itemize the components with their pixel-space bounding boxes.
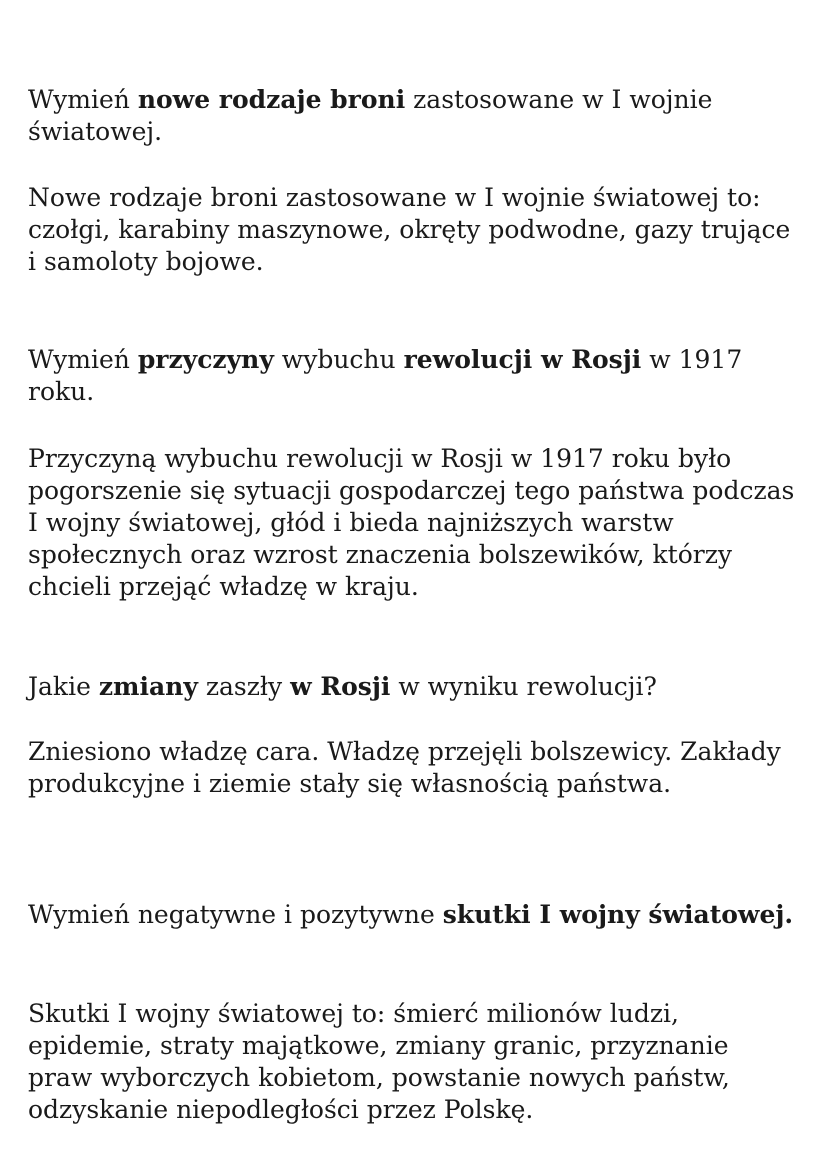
answer-1: Nowe rodzaje broni zastosowane w I wojnie światowej to: czołgi, karabiny maszynowe, okręty podwodne, gazy trujące i samoloty bojowe. — [28, 183, 791, 276]
question-3-text-1: Jakie — [28, 672, 99, 701]
question-4 — [28, 899, 800, 931]
question-2-text-2: wybuchu — [273, 345, 404, 374]
question-4-text-1: Wymień negatywne i pozytywne — [28, 900, 443, 929]
question-2-bold-2: rewolucji w Rosji — [403, 345, 642, 374]
question-1-text-2: zastosowane w I wojnie światowej. — [28, 85, 713, 146]
answer-2: Przyczyną wybuchu rewolucji w Rosji w 1917 roku było pogorszenie się sytuacji gospodarczej tego państwa podczas I wojny światowej, głód i bieda najniższych warstw społecznych oraz wzrost znaczenia bolszewików, którzy chcieli przejąć władzę w kraju. — [28, 444, 795, 601]
question-2-text-3: w 1917 roku. — [28, 345, 743, 406]
question-3-bold-1: zmiany — [98, 672, 198, 701]
question-4-bold-1: skutki I wojny światowej. — [442, 900, 794, 929]
question-3-text-2: zaszły — [197, 672, 291, 701]
question-2 — [28, 344, 800, 408]
answer-4: Skutki I wojny światowej to: śmierć milionów ludzi, epidemie, straty majątkowe, zmiany granic, przyznanie praw wyborczych kobietom, powstanie nowych państw, odzyskanie niepodległości przez Polskę. — [28, 999, 730, 1124]
question-3 — [28, 671, 800, 703]
question-2-bold-1: przyczyny — [137, 345, 274, 374]
question-1-text-1: Wymień — [28, 85, 138, 114]
question-1-bold-1: nowe rodzaje broni — [137, 85, 406, 114]
question-3-text-3: w wyniku rewolucji? — [390, 672, 657, 701]
question-2-text-1: Wymień — [28, 345, 138, 374]
question-3-bold-2: w Rosji — [290, 672, 391, 701]
question-1 — [28, 84, 800, 148]
answer-3: Zniesiono władzę cara. Władzę przejęli bolszewicy. Zakłady produkcyjne i ziemie stały się własnością państwa. — [28, 737, 781, 798]
